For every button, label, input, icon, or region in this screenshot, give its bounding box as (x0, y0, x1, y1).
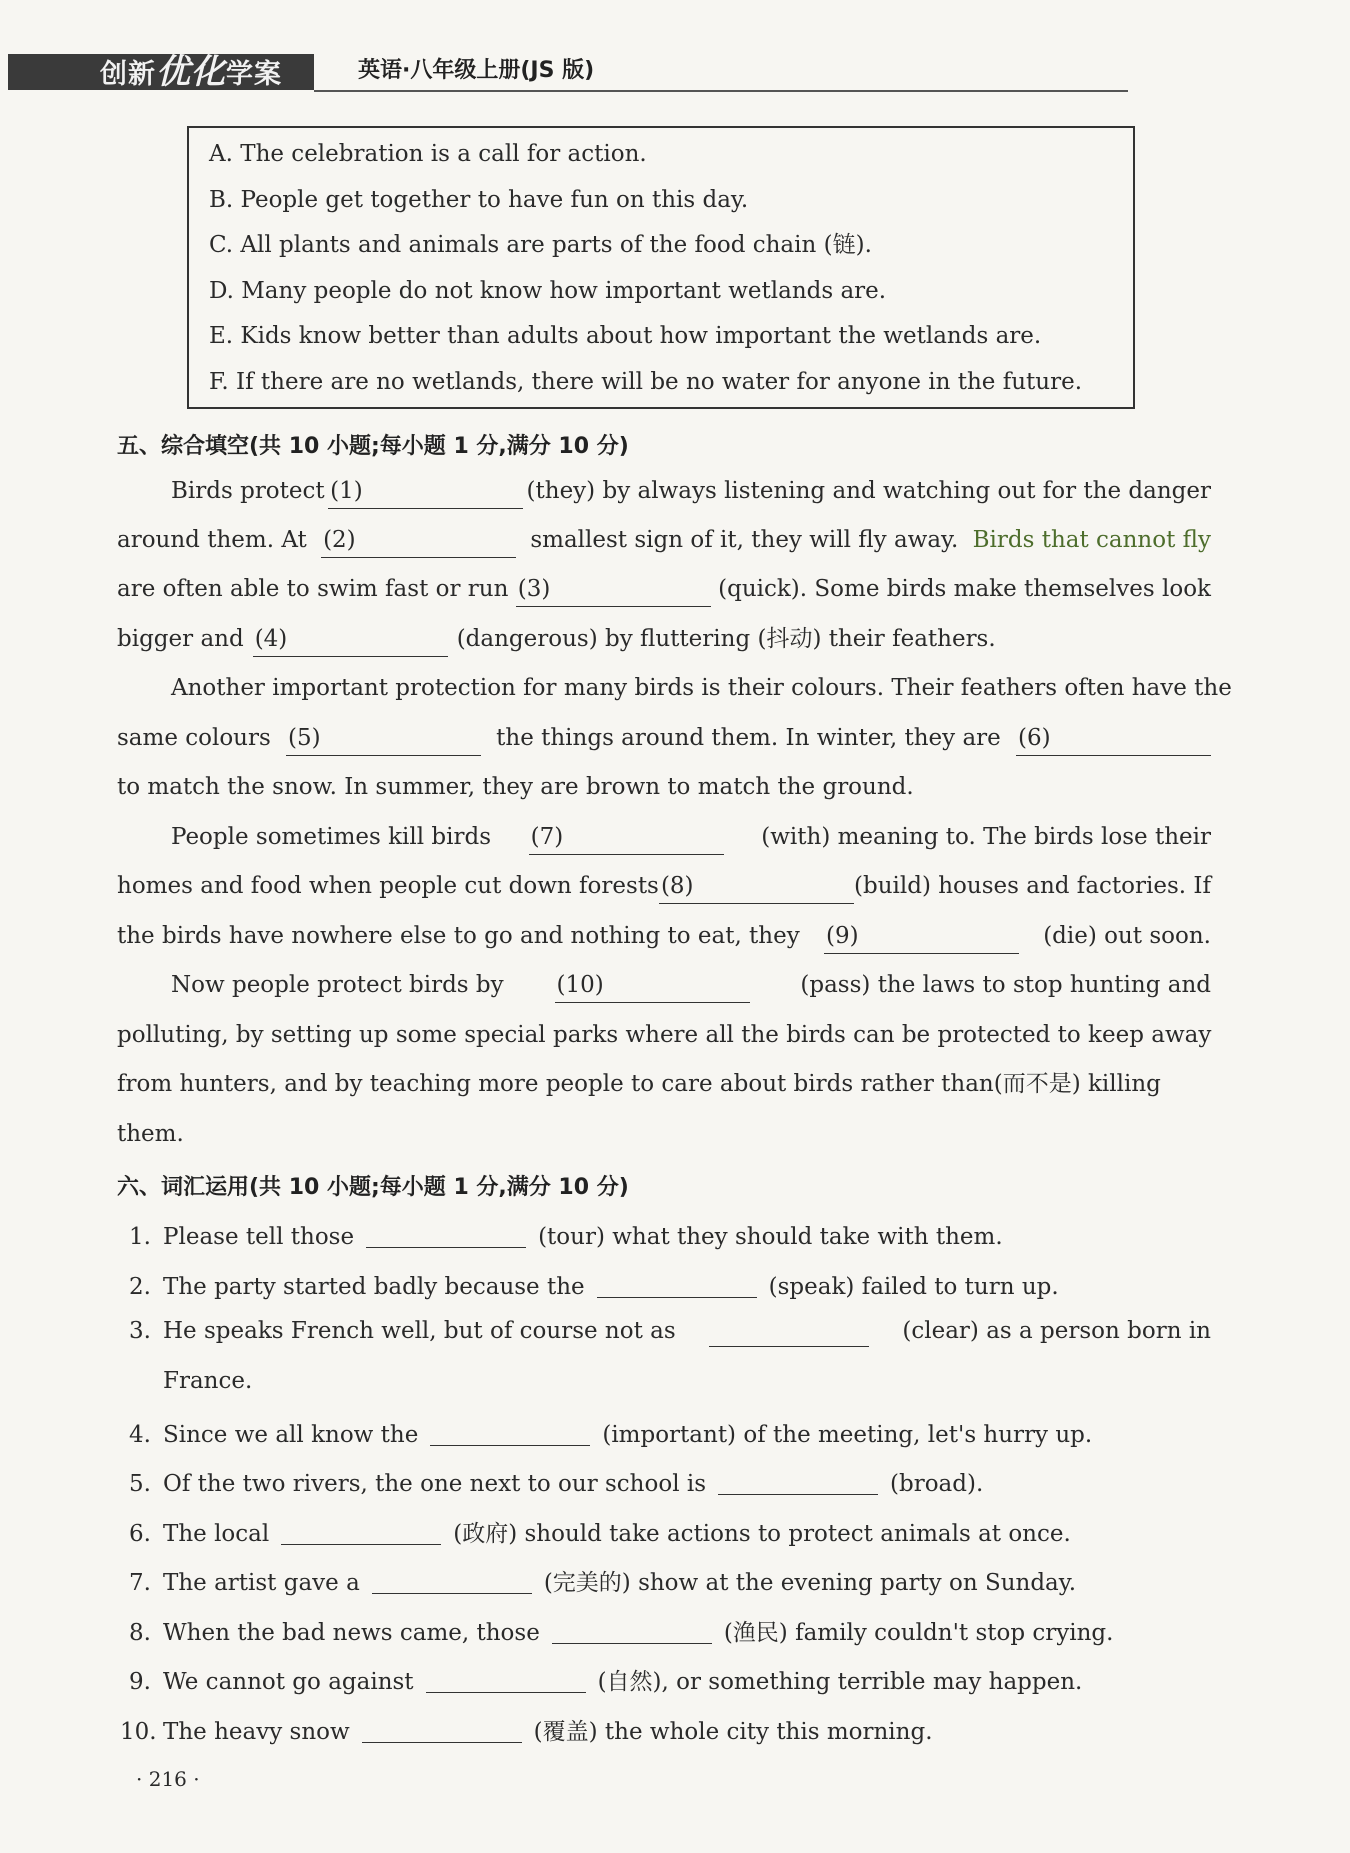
passage-line: People sometimes kill birds (7) (with) meaning to. The birds lose their (171, 822, 1211, 852)
answer-blank[interactable] (709, 1320, 869, 1347)
answer-blank[interactable] (426, 1666, 586, 1693)
passage-line: from hunters, and by teaching more people to care about birds rather than(而不是) killing (117, 1071, 1161, 1097)
passage-line: polluting, by setting up some special parks where all the birds can be protected to keep away (117, 1022, 1212, 1048)
answer-blank-2[interactable]: (2) (321, 529, 516, 558)
answer-blank-4[interactable]: (4) (253, 628, 448, 657)
options-box (187, 126, 1135, 409)
answer-blank[interactable] (281, 1518, 441, 1545)
question-9: 9. We cannot go against (自然), or something terrible may happen. (129, 1662, 1211, 1697)
passage-line: homes and food when people cut down forests (8) (build) houses and factories. If (117, 871, 1211, 901)
answer-blank[interactable] (718, 1468, 878, 1495)
answer-blank-10[interactable]: (10) (555, 974, 750, 1003)
question-10: 10. The heavy snow (覆盖) the whole city this morning. (120, 1712, 1202, 1747)
option-a: A. The celebration is a call for action. (209, 141, 647, 167)
question-3-continued: France. (163, 1368, 253, 1394)
answer-blank[interactable] (372, 1567, 532, 1594)
passage-line: them. (117, 1121, 184, 1147)
page-header (8, 52, 1128, 92)
answer-blank[interactable] (597, 1271, 757, 1298)
option-f: F. If there are no wetlands, there will be no water for anyone in the future. (209, 369, 1083, 395)
passage-line: Birds protect (1) (they) by always listening and watching out for the danger (171, 476, 1211, 506)
answer-blank[interactable] (552, 1617, 712, 1644)
book-title: 英语·八年级上册(JS 版) (358, 58, 595, 83)
passage-line: to match the snow. In summer, they are brown to match the ground. (117, 774, 914, 800)
answer-blank-6[interactable]: (6) (1016, 727, 1211, 756)
question-2: 2. The party started badly because the (speak) failed to turn up. (129, 1267, 1211, 1302)
passage-line: Another important protection for many birds is their colours. Their feathers often have the (171, 675, 1232, 701)
answer-blank-9[interactable]: (9) (824, 925, 1019, 954)
answer-blank[interactable] (430, 1419, 590, 1446)
question-3: 3. He speaks French well, but of course not as (clear) as a person born in (129, 1316, 1211, 1346)
highlighted-text: Birds that cannot fly (972, 527, 1211, 553)
passage-line: are often able to swim fast or run (3) (quick). Some birds make themselves look (117, 574, 1211, 604)
option-d: D. Many people do not know how important wetlands are. (209, 278, 887, 304)
passage-line: the birds have nowhere else to go and nothing to eat, they (9) (die) out soon. (117, 921, 1211, 951)
answer-blank[interactable] (366, 1221, 526, 1248)
option-b: B. People get together to have fun on this day. (209, 187, 749, 213)
passage-line: bigger and (4) (dangerous) by fluttering (抖动) their feathers. (117, 624, 1211, 654)
passage-line: same colours (5) the things around them. In winter, they are (6) (117, 723, 1211, 753)
answer-blank-8[interactable]: (8) (659, 875, 854, 904)
answer-blank[interactable] (362, 1716, 522, 1743)
option-e: E. Kids know better than adults about how important the wetlands are. (209, 323, 1042, 349)
question-6: 6. The local (政府) should take actions to protect animals at once. (129, 1514, 1211, 1549)
section-6-title: 六、词汇运用(共 10 小题;每小题 1 分,满分 10 分) (117, 1175, 629, 1200)
passage-line: Now people protect birds by (10) (pass) the laws to stop hunting and (171, 970, 1211, 1000)
answer-blank-7[interactable]: (7) (529, 826, 724, 855)
answer-blank-5[interactable]: (5) (286, 727, 481, 756)
question-8: 8. When the bad news came, those (渔民) family couldn't stop crying. (129, 1613, 1211, 1648)
answer-blank-3[interactable]: (3) (516, 578, 711, 607)
answer-blank-1[interactable]: (1) (328, 480, 523, 509)
question-4: 4. Since we all know the (important) of the meeting, let's hurry up. (129, 1415, 1211, 1450)
option-c: C. All plants and animals are parts of the food chain (链). (209, 232, 872, 258)
question-7: 7. The artist gave a (完美的) show at the evening party on Sunday. (129, 1563, 1211, 1598)
question-1: 1. Please tell those (tour) what they should take with them. (129, 1217, 1211, 1252)
page-number: · 216 · (136, 1767, 200, 1791)
question-5: 5. Of the two rivers, the one next to our school is (broad). (129, 1464, 1211, 1499)
brand-logo: 创新优化学案 (8, 54, 314, 90)
header-rule (314, 90, 1128, 92)
passage-line: around them. At (2) smallest sign of it, they will fly away. Birds that cannot fly (117, 525, 1211, 555)
section-5-title: 五、综合填空(共 10 小题;每小题 1 分,满分 10 分) (117, 434, 629, 459)
